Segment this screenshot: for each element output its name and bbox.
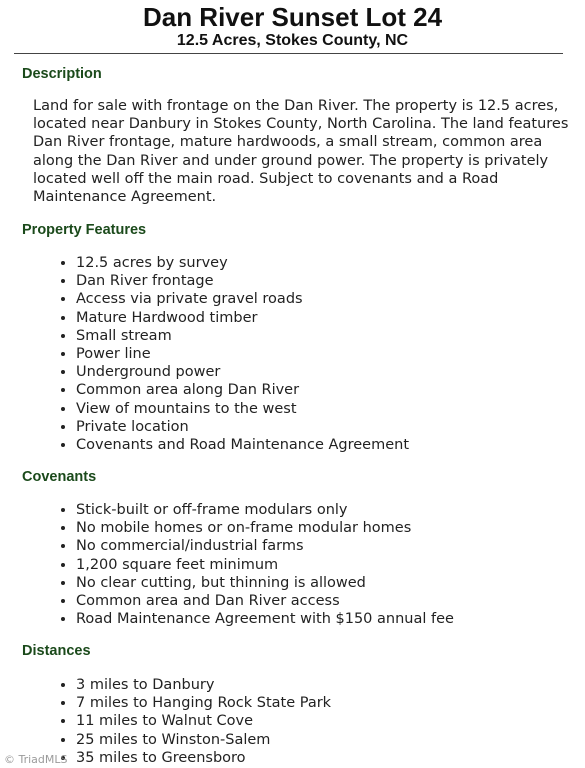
features-heading: Property Features	[22, 222, 147, 238]
list-item: • Small stream	[76, 327, 409, 345]
distances-heading: Distances	[22, 643, 91, 659]
list-item: • 1,200 square feet minimum	[76, 556, 454, 574]
list-item: • Covenants and Road Maintenance Agreement	[76, 436, 409, 454]
list-item: • Private location	[76, 418, 409, 436]
list-item: • Stick-built or off-frame modulars only	[76, 501, 454, 519]
list-item: • Underground power	[76, 363, 409, 381]
page-subtitle: 12.5 Acres, Stokes County, NC	[176, 32, 409, 49]
features-list	[58, 254, 409, 454]
list-item: • Access via private gravel roads	[76, 290, 409, 308]
list-item: • No commercial/industrial farms	[76, 537, 454, 555]
list-item: • 35 miles to Greensboro	[76, 749, 331, 767]
list-item: • Common area along Dan River	[76, 381, 409, 399]
list-item: • 25 miles to Winston-Salem	[76, 731, 331, 749]
list-item: • 11 miles to Walnut Cove	[76, 712, 331, 730]
covenants-heading: Covenants	[22, 469, 97, 485]
list-item: • 3 miles to Danbury	[76, 676, 331, 694]
description-text: Land for sale with frontage on the Dan River. The property is 12.5 acres, located near Danbury in Stokes County, North Carolina. The land features Dan River frontage, mature hardwoods, a small stream, common area along the Dan River and under ground power. The property is privately located well off the main road. Subject to covenants and a Road Maintenance Agreement.	[33, 98, 569, 206]
description-heading: Description	[22, 66, 102, 82]
covenants-list	[58, 501, 454, 628]
list-item: • 7 miles to Hanging Rock State Park	[76, 694, 331, 712]
page-title: Dan River Sunset Lot 24	[142, 2, 443, 32]
header-divider	[14, 53, 563, 54]
list-item: • No clear cutting, but thinning is allowed	[76, 574, 454, 592]
mls-watermark: © TriadMLS	[4, 753, 68, 766]
list-item: • View of mountains to the west	[76, 400, 409, 418]
list-item: • No mobile homes or on-frame modular homes	[76, 519, 454, 537]
list-item: • Mature Hardwood timber	[76, 309, 409, 327]
list-item: • Power line	[76, 345, 409, 363]
list-item: • Dan River frontage	[76, 272, 409, 290]
distances-list	[58, 676, 331, 767]
list-item: • Common area and Dan River access	[76, 592, 454, 610]
list-item: • Road Maintenance Agreement with $150 annual fee	[76, 610, 454, 628]
page-header	[0, 0, 585, 54]
list-item: • 12.5 acres by survey	[76, 254, 409, 272]
